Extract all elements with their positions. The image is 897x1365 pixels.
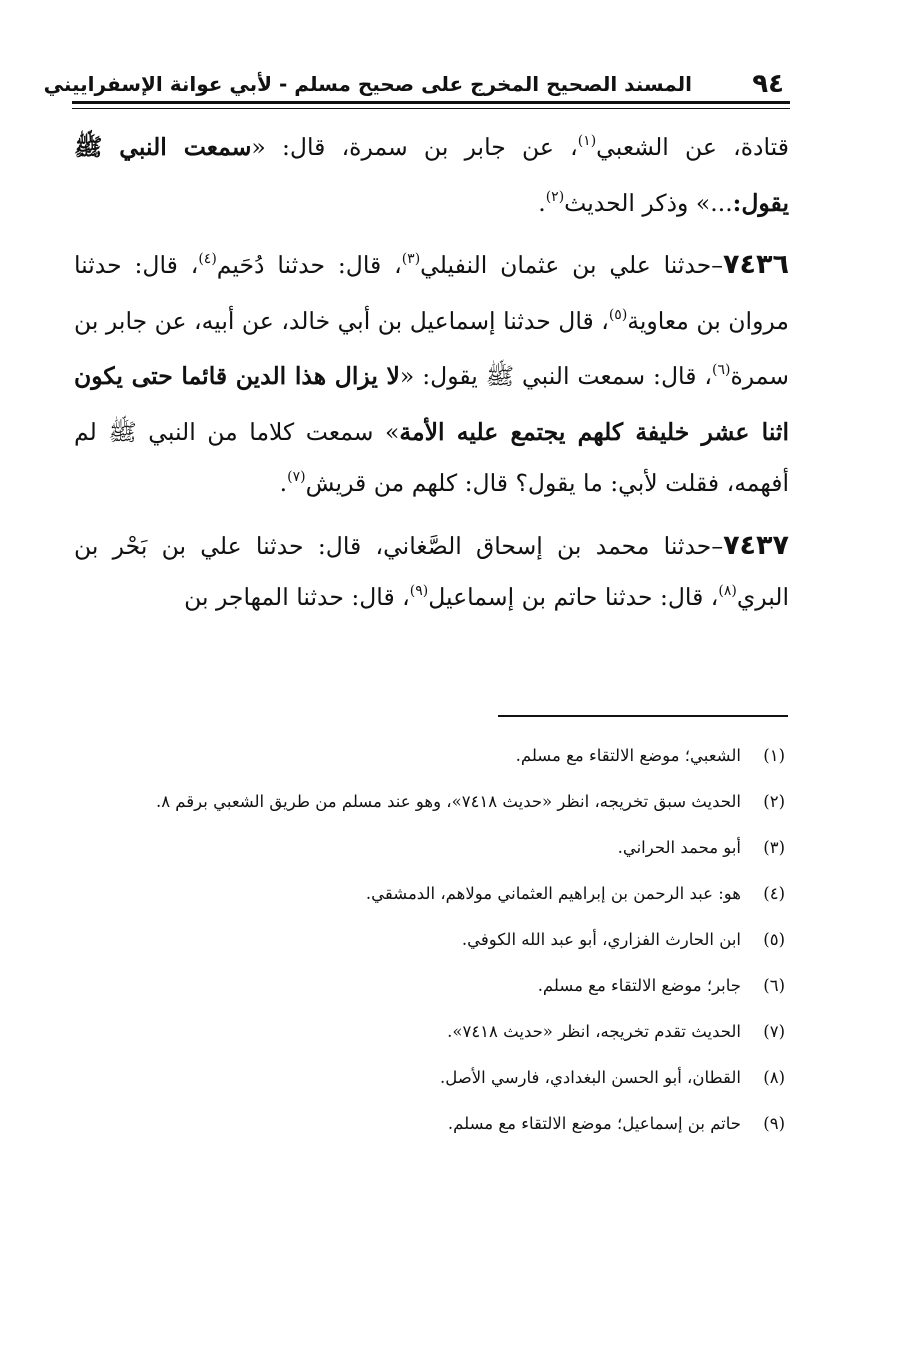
footnote-text: جابر؛ موضع الالتقاء مع مسلم. — [537, 976, 741, 995]
footnote-ref-8: (٨) — [718, 583, 737, 599]
footnote — [73, 779, 785, 825]
footnote-ref-5: (٥) — [608, 306, 628, 323]
hadith-quote: لا يزال هذا الدين قائما حتى يكون اثنا عشر خليفة كلهم يجتمع عليه الأمة — [74, 362, 789, 446]
text-run: » سمعت كلاما من النبي ﷺ لم أفهمه، فقلت لأبي: ما يقول؟ قال: كلهم من قريش — [74, 417, 789, 497]
header-rule-thick — [72, 101, 790, 104]
page-header — [43, 68, 790, 100]
footnote-number: (٦) — [763, 976, 785, 995]
footnote-ref-6: (٦) — [711, 362, 731, 378]
text-run: ، قال: سمعت النبي ﷺ يقول: « — [399, 362, 712, 390]
text-run: ، قال: حدثنا حاتم بن إسماعيل — [428, 583, 719, 611]
footnote-ref-9: (٩) — [409, 583, 429, 599]
text-run: ، عن جابر بن سمرة، قال: « — [251, 133, 578, 161]
footnote-text: القطان، أبو الحسن البغدادي، فارسي الأصل. — [439, 1068, 741, 1087]
footnote-ref-4: (٤) — [198, 251, 217, 267]
footnote-number: (٩) — [763, 1114, 785, 1133]
text-run: –حدثنا محمد بن إسحاق الصَّغاني، قال: حدثنا علي بن بَحْر بن البري — [74, 531, 789, 611]
footnote — [73, 871, 785, 917]
text-run: . — [279, 469, 288, 497]
hadith-quote: سمعت النبي ﷺ يقول: — [74, 133, 789, 217]
footnote — [73, 825, 785, 871]
running-title: المسند الصحيح المخرج على صحيح مسلم - لأبي عوانة الإسفراييني — [43, 72, 692, 96]
footnotes — [73, 733, 785, 1147]
text-run: . — [538, 188, 546, 217]
footnote — [73, 1055, 785, 1101]
text-run: –حدثنا علي بن عثمان النفيلي — [420, 251, 724, 279]
footnote — [73, 733, 785, 779]
footnote-text: أبو محمد الحراني. — [617, 838, 741, 857]
footnote-ref-1: (١) — [577, 133, 597, 149]
text-run: قتادة، عن الشعبي — [596, 133, 790, 161]
text-run: ، قال: حدثنا دُحَيم — [216, 251, 402, 279]
footnote-number: (٥) — [763, 930, 785, 949]
main-text — [74, 122, 789, 628]
footnote — [73, 1009, 785, 1055]
text-run: ...» وذكر الحديث — [564, 188, 733, 217]
hadith-7436 — [74, 239, 789, 514]
text-run: ، قال حدثنا إسماعيل بن أبي خالد، عن أبيه، عن جابر بن سمرة — [74, 306, 789, 390]
footnote-number: (٤) — [763, 884, 785, 903]
paragraph-continuation — [74, 122, 789, 233]
footnote-number: (٨) — [763, 1068, 785, 1087]
footnote — [73, 917, 785, 963]
footnote — [73, 1101, 785, 1147]
footnote-number: (٧) — [763, 1022, 785, 1041]
footnote — [73, 963, 785, 1009]
page-number: ٩٤ — [752, 69, 784, 99]
footnote-number: (٢) — [763, 792, 785, 811]
footnote-text: هو: عبد الرحمن بن إبراهيم العثماني مولاهم، الدمشقي. — [365, 884, 741, 903]
hadith-number: ٧٤٣٦ — [723, 249, 789, 280]
footnote-number: (١) — [763, 746, 785, 765]
text-run: ، قال: حدثنا مروان بن معاوية — [74, 251, 789, 335]
footnote-ref-3: (٣) — [401, 251, 421, 267]
footnote-text: الحديث تقدم تخريجه، انظر «حديث ٧٤١٨». — [447, 1022, 741, 1041]
header-rule-thin — [72, 108, 790, 109]
footnote-text: الشعبي؛ موضع الالتقاء مع مسلم. — [515, 746, 741, 765]
footnote-text: حاتم بن إسماعيل؛ موضع الالتقاء مع مسلم. — [447, 1114, 741, 1133]
footnote-number: (٣) — [763, 838, 785, 857]
hadith-number: ٧٤٣٧ — [723, 529, 789, 561]
footnote-ref-2: (٢) — [545, 188, 565, 205]
footnote-separator — [498, 715, 788, 717]
footnote-text: ابن الحارث الفزاري، أبو عبد الله الكوفي. — [461, 930, 741, 949]
hadith-7437 — [74, 520, 789, 628]
footnote-text: الحديث سبق تخريجه، انظر «حديث ٧٤١٨»، وهو عند مسلم من طريق الشعبي برقم ٨. — [155, 792, 741, 811]
footnote-ref-7: (٧) — [287, 469, 306, 485]
text-run: ، قال: حدثنا المهاجر بن — [184, 583, 410, 611]
